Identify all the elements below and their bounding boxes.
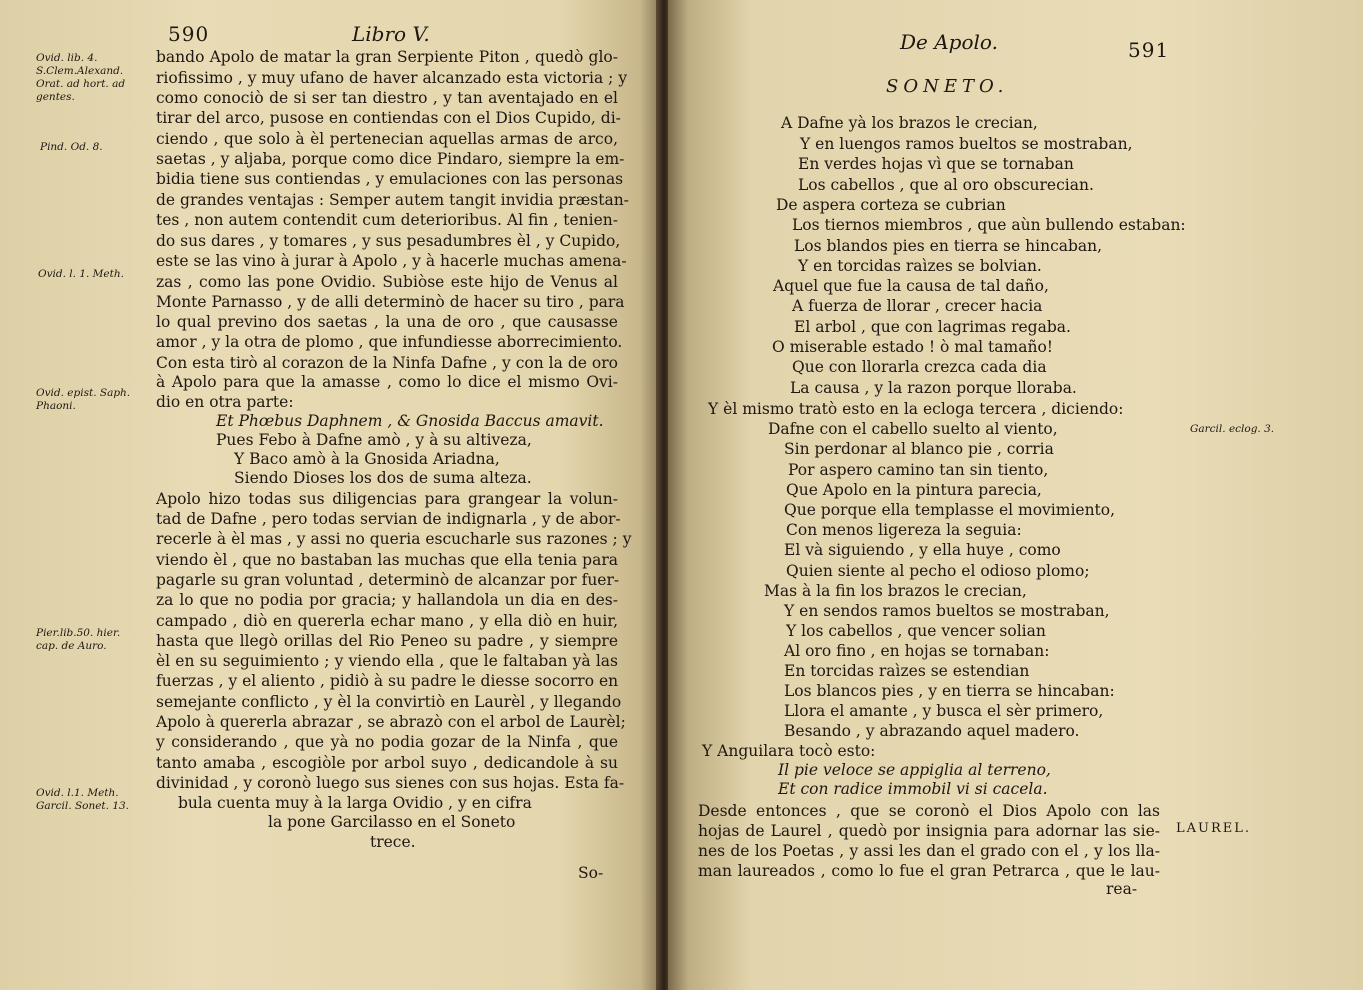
text-line: tanto amaba , escogiòle por arbol suyo , dedicandole à su xyxy=(156,754,618,772)
text-line: Con menos ligereza la seguia: xyxy=(786,521,1022,539)
left-body-text xyxy=(0,0,660,990)
text-line: Que Apolo en la pintura parecia, xyxy=(786,481,1042,499)
text-line: divinidad , y coronò luego sus sienes con sus hojas. Esta fa- xyxy=(156,774,625,792)
text-line: Desde entonces , que se coronò el Dios Apolo con las xyxy=(698,802,1160,820)
text-line: fuerzas , y el aliento , pidiò à su padre le diesse socorro en xyxy=(156,672,619,690)
text-line: hasta que llegò orillas del Rio Peneo su padre , y siempre xyxy=(156,632,618,650)
text-line: do sus dares , y tomares , y sus pesadumbres èl , y Cupido, xyxy=(156,232,621,250)
text-line: A Dafne yà los brazos le crecian, xyxy=(781,114,1038,132)
text-line: El arbol , que con lagrimas regaba. xyxy=(794,318,1071,336)
text-line: Y èl mismo tratò esto en la ecloga tercera , diciendo: xyxy=(708,400,1124,418)
text-line: man laureados , como lo fue el gran Petrarca , que le lau- xyxy=(698,862,1160,880)
text-line: Y Baco amò à la Gnosida Ariadna, xyxy=(234,450,500,468)
text-line: recerle à èl mas , y assi no queria escucharle sus razones ; y xyxy=(156,530,632,548)
text-line: Que con llorarla crezca cada dia xyxy=(792,358,1047,376)
text-line: la pone Garcilasso en el Soneto xyxy=(268,813,516,831)
text-line: viendo èl , que no bastaban las muchas que ella tenia para xyxy=(156,551,618,569)
text-line: bando Apolo de matar la gran Serpiente Piton , quedò glo- xyxy=(156,48,618,66)
right-catchword: rea- xyxy=(1106,880,1138,898)
text-line: tirar del arco, pusose en contiendas con el Dios Cupido, di- xyxy=(156,109,621,127)
text-line: Los tiernos miembros , que aùn bullendo estaban: xyxy=(792,216,1186,234)
text-line: Besando , y abrazando aquel madero. xyxy=(784,722,1080,740)
text-line: Y en torcidas raìzes se bolvian. xyxy=(798,257,1042,275)
text-line: Aquel que fue la causa de tal daño, xyxy=(773,277,1049,295)
left-page-number: 590 xyxy=(168,22,210,46)
text-line: Sin perdonar al blanco pie , corria xyxy=(784,440,1054,458)
marginal-note-laurel: LAUREL. xyxy=(1176,821,1252,836)
sonnet-title: SONETO. xyxy=(886,76,1009,97)
text-line: tad de Dafne , pero todas servian de indignarla , y de abor- xyxy=(156,510,621,528)
marginal-note: Pier.lib.50. hier. cap. de Auro. xyxy=(36,627,121,652)
left-catchword: So- xyxy=(578,864,604,882)
text-line: Los blancos pies , y en tierra se hincaban: xyxy=(784,682,1115,700)
text-line: Los blandos pies en tierra se hincaban, xyxy=(794,237,1103,255)
right-running-head: De Apolo. xyxy=(900,30,998,54)
marginal-note: Ovid. epist. Saph. Phaoni. xyxy=(36,387,131,412)
text-line: semejante conflicto , y èl la convirtiò en Laurèl , y llegando xyxy=(156,693,622,711)
text-line: campado , diò en quererla echar mano , y ella diò en huir, xyxy=(156,612,618,630)
text-line: Siendo Dioses los dos de suma alteza. xyxy=(234,469,532,487)
text-line: En verdes hojas vì que se tornaban xyxy=(798,155,1074,173)
marginal-note: Ovid. lib. 4. S.Clem.Alexand. Orat. ad hort. ad gentes. xyxy=(36,52,126,103)
left-running-head: Libro V. xyxy=(352,22,430,46)
text-line: ciendo , que solo à èl pertenecian aquellas armas de arco, xyxy=(156,130,618,148)
text-line: lo qual previno dos saetas , la una de oro , que causasse xyxy=(156,313,618,331)
marginal-note: Ovid. l. 1. Meth. xyxy=(38,268,124,280)
text-line: amor , y la otra de plomo , que infundiesse aborrecimiento. xyxy=(156,333,623,351)
text-line: de grandes ventajas : Semper autem tangit invidia præstan- xyxy=(156,191,629,209)
text-line: Pues Febo à Dafne amò , y à su altiveza, xyxy=(216,431,532,449)
text-line: Mas à la fin los brazos le crecian, xyxy=(764,582,1027,600)
text-line: y considerando , que yà no podia gozar de la Ninfa , que xyxy=(156,733,618,751)
text-line: Il pie veloce se appiglia al terreno, xyxy=(778,761,1051,779)
text-line: hojas de Laurel , quedò por insignia para adornar las sie- xyxy=(698,822,1160,840)
text-line: à Apolo para que la amasse , como lo dice el mismo Ovi- xyxy=(156,373,618,391)
text-line: Et con radice immobil vi si cacela. xyxy=(778,780,1048,798)
text-line: Al oro fino , en hojas se tornaban: xyxy=(784,642,1050,660)
text-line: El và siguiendo , y ella huye , como xyxy=(784,541,1061,559)
text-line: Apolo à quererla abrazar , se abrazò con el arbol de Laurèl; xyxy=(156,713,626,731)
text-line: trece. xyxy=(370,833,416,851)
text-line: bidia tiene sus contiendas , y emulaciones con las personas xyxy=(156,170,624,188)
text-line: dio en otra parte: xyxy=(156,393,294,411)
text-line: tes , non autem contendit cum deterioribus. Al fin , tenien- xyxy=(156,211,618,229)
text-line: A fuerza de llorar , crecer hacia xyxy=(792,297,1043,315)
text-line: riofissimo , y muy ufano de haver alcanzado esta victoria ; y xyxy=(156,69,628,87)
text-line: Apolo hizo todas sus diligencias para grangear la volun- xyxy=(156,490,618,508)
text-line: Et Phœbus Daphnem , & Gnosida Baccus amavit. xyxy=(216,412,604,430)
right-body-text xyxy=(668,0,1363,990)
text-line: En torcidas raìzes se estendian xyxy=(784,662,1030,680)
text-line: za lo que no podia por gracia; y hallandola un dia en des- xyxy=(156,591,618,609)
text-line: La causa , y la razon porque lloraba. xyxy=(790,379,1077,397)
text-line: Y los cabellos , que vencer solian xyxy=(786,622,1046,640)
marginal-note: Garcil. eclog. 3. xyxy=(1190,423,1275,435)
text-line: pagarle su gran voluntad , determinò de alcanzar por fuer- xyxy=(156,571,620,589)
text-line: Monte Parnasso , y de alli determinò de hacer su tiro , para xyxy=(156,293,625,311)
text-line: saetas , y aljaba, porque como dice Pindaro, siempre la em- xyxy=(156,150,625,168)
text-line: O miserable estado ! ò mal tamaño! xyxy=(772,338,1054,356)
text-line: como conociò de si ser tan diestro , y tan aventajado en el xyxy=(156,89,618,107)
text-line: Quien siente al pecho el odioso plomo; xyxy=(786,562,1090,580)
text-line: Por aspero camino tan sin tiento, xyxy=(788,461,1049,479)
text-line: bula cuenta muy à la larga Ovidio , y en cifra xyxy=(178,794,532,812)
marginal-note: Ovid. l.1. Meth. Garcil. Sonet. 13. xyxy=(36,787,130,812)
text-line: nes de los Poetas , y assi les dan el grado con el , y los lla- xyxy=(698,842,1160,860)
left-page xyxy=(0,0,660,990)
text-line: De aspera corteza se cubrian xyxy=(776,196,1006,214)
text-line: Con esta tirò al corazon de la Ninfa Dafne , y con la de oro xyxy=(156,354,618,372)
text-line: Que porque ella templasse el movimiento, xyxy=(784,501,1116,519)
text-line: Y en sendos ramos bueltos se mostraban, xyxy=(784,602,1110,620)
text-line: Los cabellos , que al oro obscurecian. xyxy=(798,176,1094,194)
marginal-note: Pind. Od. 8. xyxy=(40,141,103,153)
text-line: zas , como las pone Ovidio. Subiòse este hijo de Venus al xyxy=(156,273,618,291)
text-line: èl en su seguimiento ; y viendo ella , que le faltaban yà las xyxy=(156,652,618,670)
text-line: Y Anguilara tocò esto: xyxy=(702,742,876,760)
text-line: Llora el amante , y busca el sèr primero, xyxy=(784,702,1104,720)
text-line: este se las vino à jurar à Apolo , y à hacerle muchas amena- xyxy=(156,252,627,270)
right-page xyxy=(668,0,1363,990)
text-line: Dafne con el cabello suelto al viento, xyxy=(768,420,1058,438)
right-page-number: 591 xyxy=(1128,38,1170,62)
text-line: Y en luengos ramos bueltos se mostraban, xyxy=(800,135,1133,153)
